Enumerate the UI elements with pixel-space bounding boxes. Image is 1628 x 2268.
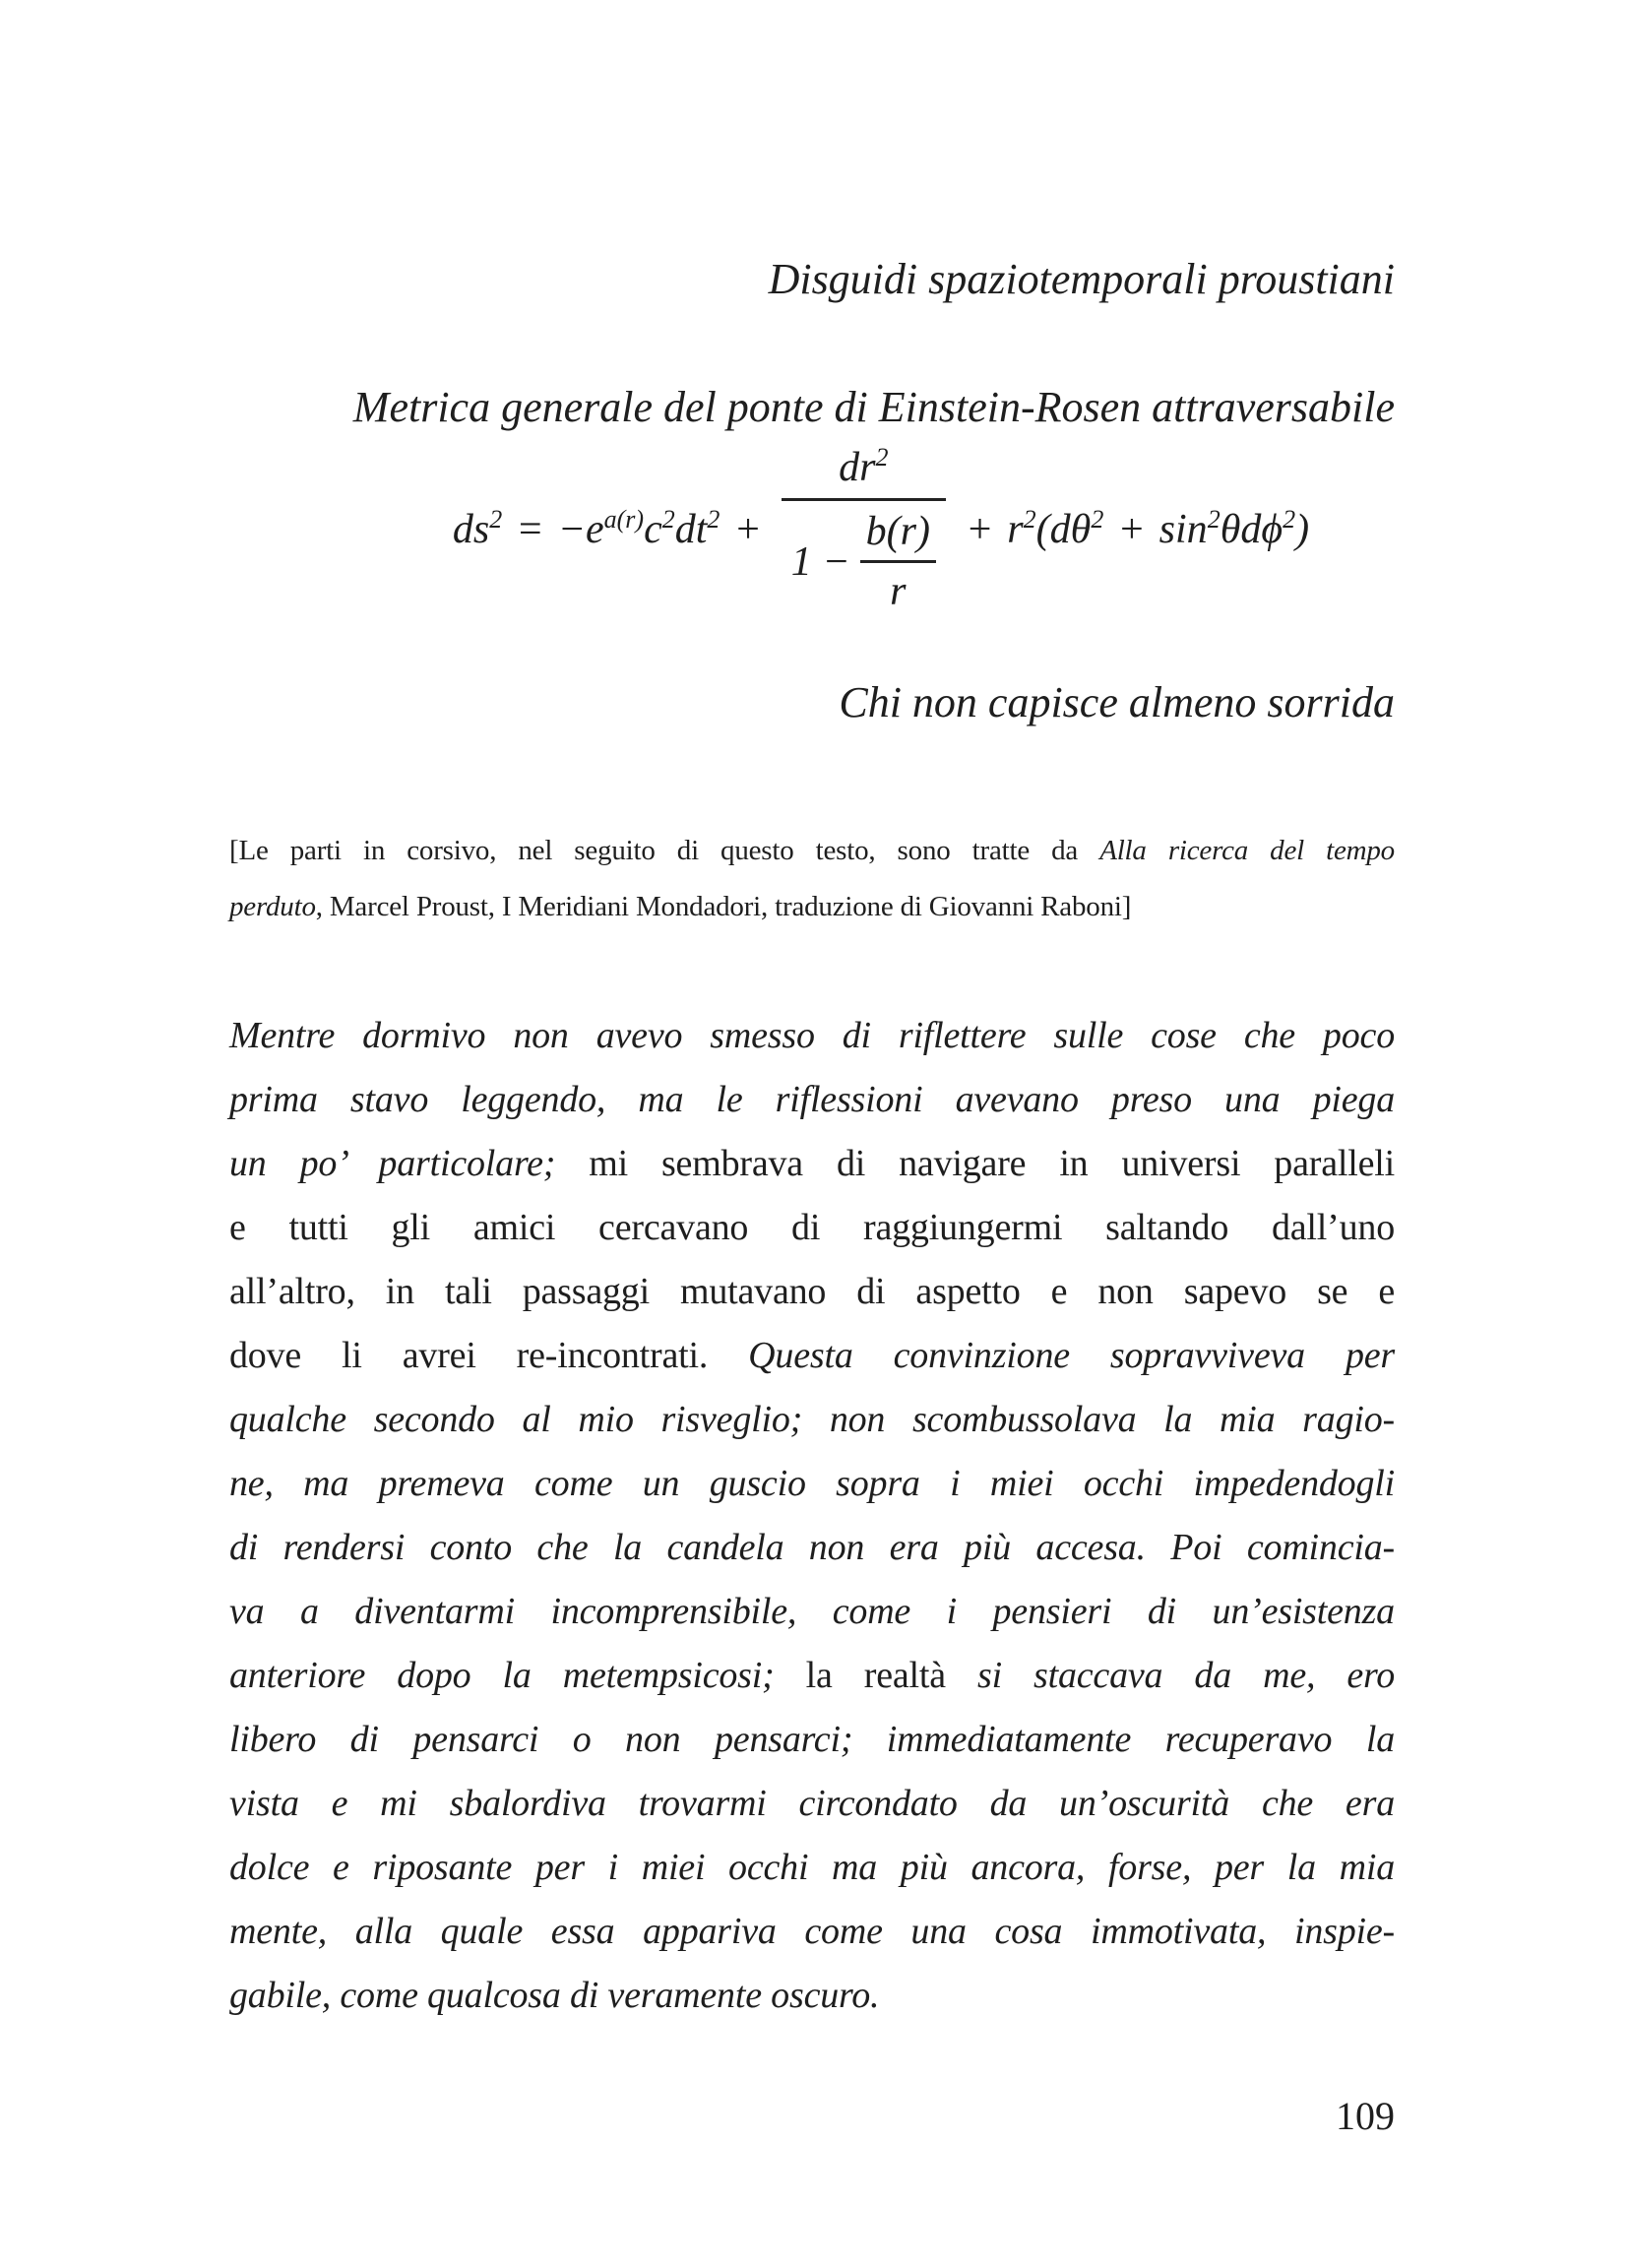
quoted-italic-text: vista e mi sbalordiva trovarmi circondato da un’oscurità che era <box>229 1783 1395 1824</box>
einstein-rosen-metric-equation <box>453 445 1309 615</box>
page-number: 109 <box>1336 2094 1395 2138</box>
quoted-italic-text: si staccava da me, ero <box>976 1655 1396 1696</box>
eq-angular-term: $r^2(d\theta^2 + \sin^2\theta d\phi^2)$ <box>1007 505 1310 553</box>
quoted-italic-text: Alla ricerca del tempo <box>1099 835 1395 866</box>
eq-nested-fraction: $\frac{b(r)}{r}$ <box>860 509 936 614</box>
body-line <box>229 1452 1395 1516</box>
body-line <box>229 1772 1395 1836</box>
roman-text: all’altro, in tali passaggi mutavano di aspetto e non sapevo se e <box>229 1271 1395 1312</box>
roman-text: mi sembrava di navigare in universi paralleli <box>555 1143 1395 1184</box>
body-line <box>229 1260 1395 1324</box>
roman-text: e tutti gli amici cercavano di raggiungermi saltando dall’uno <box>229 1207 1395 1248</box>
body-line <box>229 1004 1395 1068</box>
body-line <box>229 1068 1395 1132</box>
eq-main-fraction <box>782 445 946 615</box>
eq-plus2: + <box>965 507 994 553</box>
body-line <box>229 1580 1395 1644</box>
quoted-italic-text: di rendersi conto che la candela non era più accesa. Poi comincia- <box>229 1527 1395 1568</box>
roman-text: , Marcel Proust, I Meridiani Mondadori, traduzione di Giovanni Raboni] <box>315 891 1132 922</box>
eq-fraction-denominator: 1 − $\frac{b(r)}{r}$ <box>782 501 946 614</box>
quoted-italic-text: libero di pensarci o non pensarci; immediatamente recuperavo la <box>229 1719 1395 1760</box>
quoted-italic-text: prima stavo leggendo, ma le riflessioni avevano preso una piega <box>229 1079 1395 1120</box>
body-line <box>229 1644 1395 1708</box>
quoted-italic-text: anteriore dopo la metempsicosi; <box>229 1655 775 1696</box>
quoted-italic-text: dolce e riposante per i miei occhi ma più ancora, forse, per la mia <box>229 1847 1395 1888</box>
roman-text: la realtà <box>774 1655 977 1696</box>
body-line <box>229 1388 1395 1452</box>
quoted-italic-text: un po’ particolare; <box>229 1143 556 1184</box>
eq-fraction-numerator: $dr^2$ <box>839 443 889 490</box>
roman-text: dove li avrei re-incontrati. <box>229 1335 749 1376</box>
body-line <box>229 1132 1395 1196</box>
body-line <box>229 1196 1395 1260</box>
page-subtitle: Metrica generale del ponte di Einstein-Rosen attraversabile <box>352 383 1395 431</box>
eq-lhs: $ds^2$ <box>452 505 503 553</box>
quoted-italic-text: perduto <box>229 891 316 922</box>
quoted-italic-text: va a diventarmi incomprensibile, come i pensieri di un’esistenza <box>229 1591 1395 1632</box>
quoted-italic-text: qualche secondo al mio risveglio; non scombussolava la mia ragio- <box>229 1399 1395 1440</box>
body-paragraph <box>229 1004 1395 2028</box>
body-line <box>229 1516 1395 1580</box>
body-line <box>229 1324 1395 1388</box>
quoted-italic-text: Questa convinzione sopravviveva per <box>748 1335 1396 1376</box>
quoted-italic-text: ne, ma premeva come un guscio sopra i miei occhi impedendogli <box>229 1463 1395 1504</box>
source-note <box>229 823 1395 935</box>
roman-text: [Le parti in corsivo, nel seguito di questo testo, sono tratte da <box>229 835 1100 866</box>
note-line <box>229 823 1395 879</box>
epigraph: Chi non capisce almeno sorrida <box>839 678 1395 726</box>
quoted-italic-text: gabile, come qualcosa di veramente oscuro. <box>229 1975 880 2016</box>
eq-equals: = <box>516 507 544 553</box>
eq-plus: + <box>733 507 762 553</box>
body-line <box>229 1708 1395 1772</box>
quoted-italic-text: Mentre dormivo non avevo smesso di riflettere sulle cose che poco <box>229 1015 1395 1056</box>
body-line <box>229 1836 1395 1900</box>
body-line <box>229 1900 1395 1964</box>
eq-term-exponential: $-e^{a(r)}c^2dt^2$ <box>557 505 720 553</box>
equation-block <box>229 445 1395 615</box>
page-title: Disguidi spaziotemporali proustiani <box>768 255 1395 303</box>
quoted-italic-text: mente, alla quale essa appariva come una cosa immotivata, inspie- <box>229 1911 1395 1952</box>
note-line <box>229 879 1395 935</box>
body-line <box>229 1964 1395 2028</box>
